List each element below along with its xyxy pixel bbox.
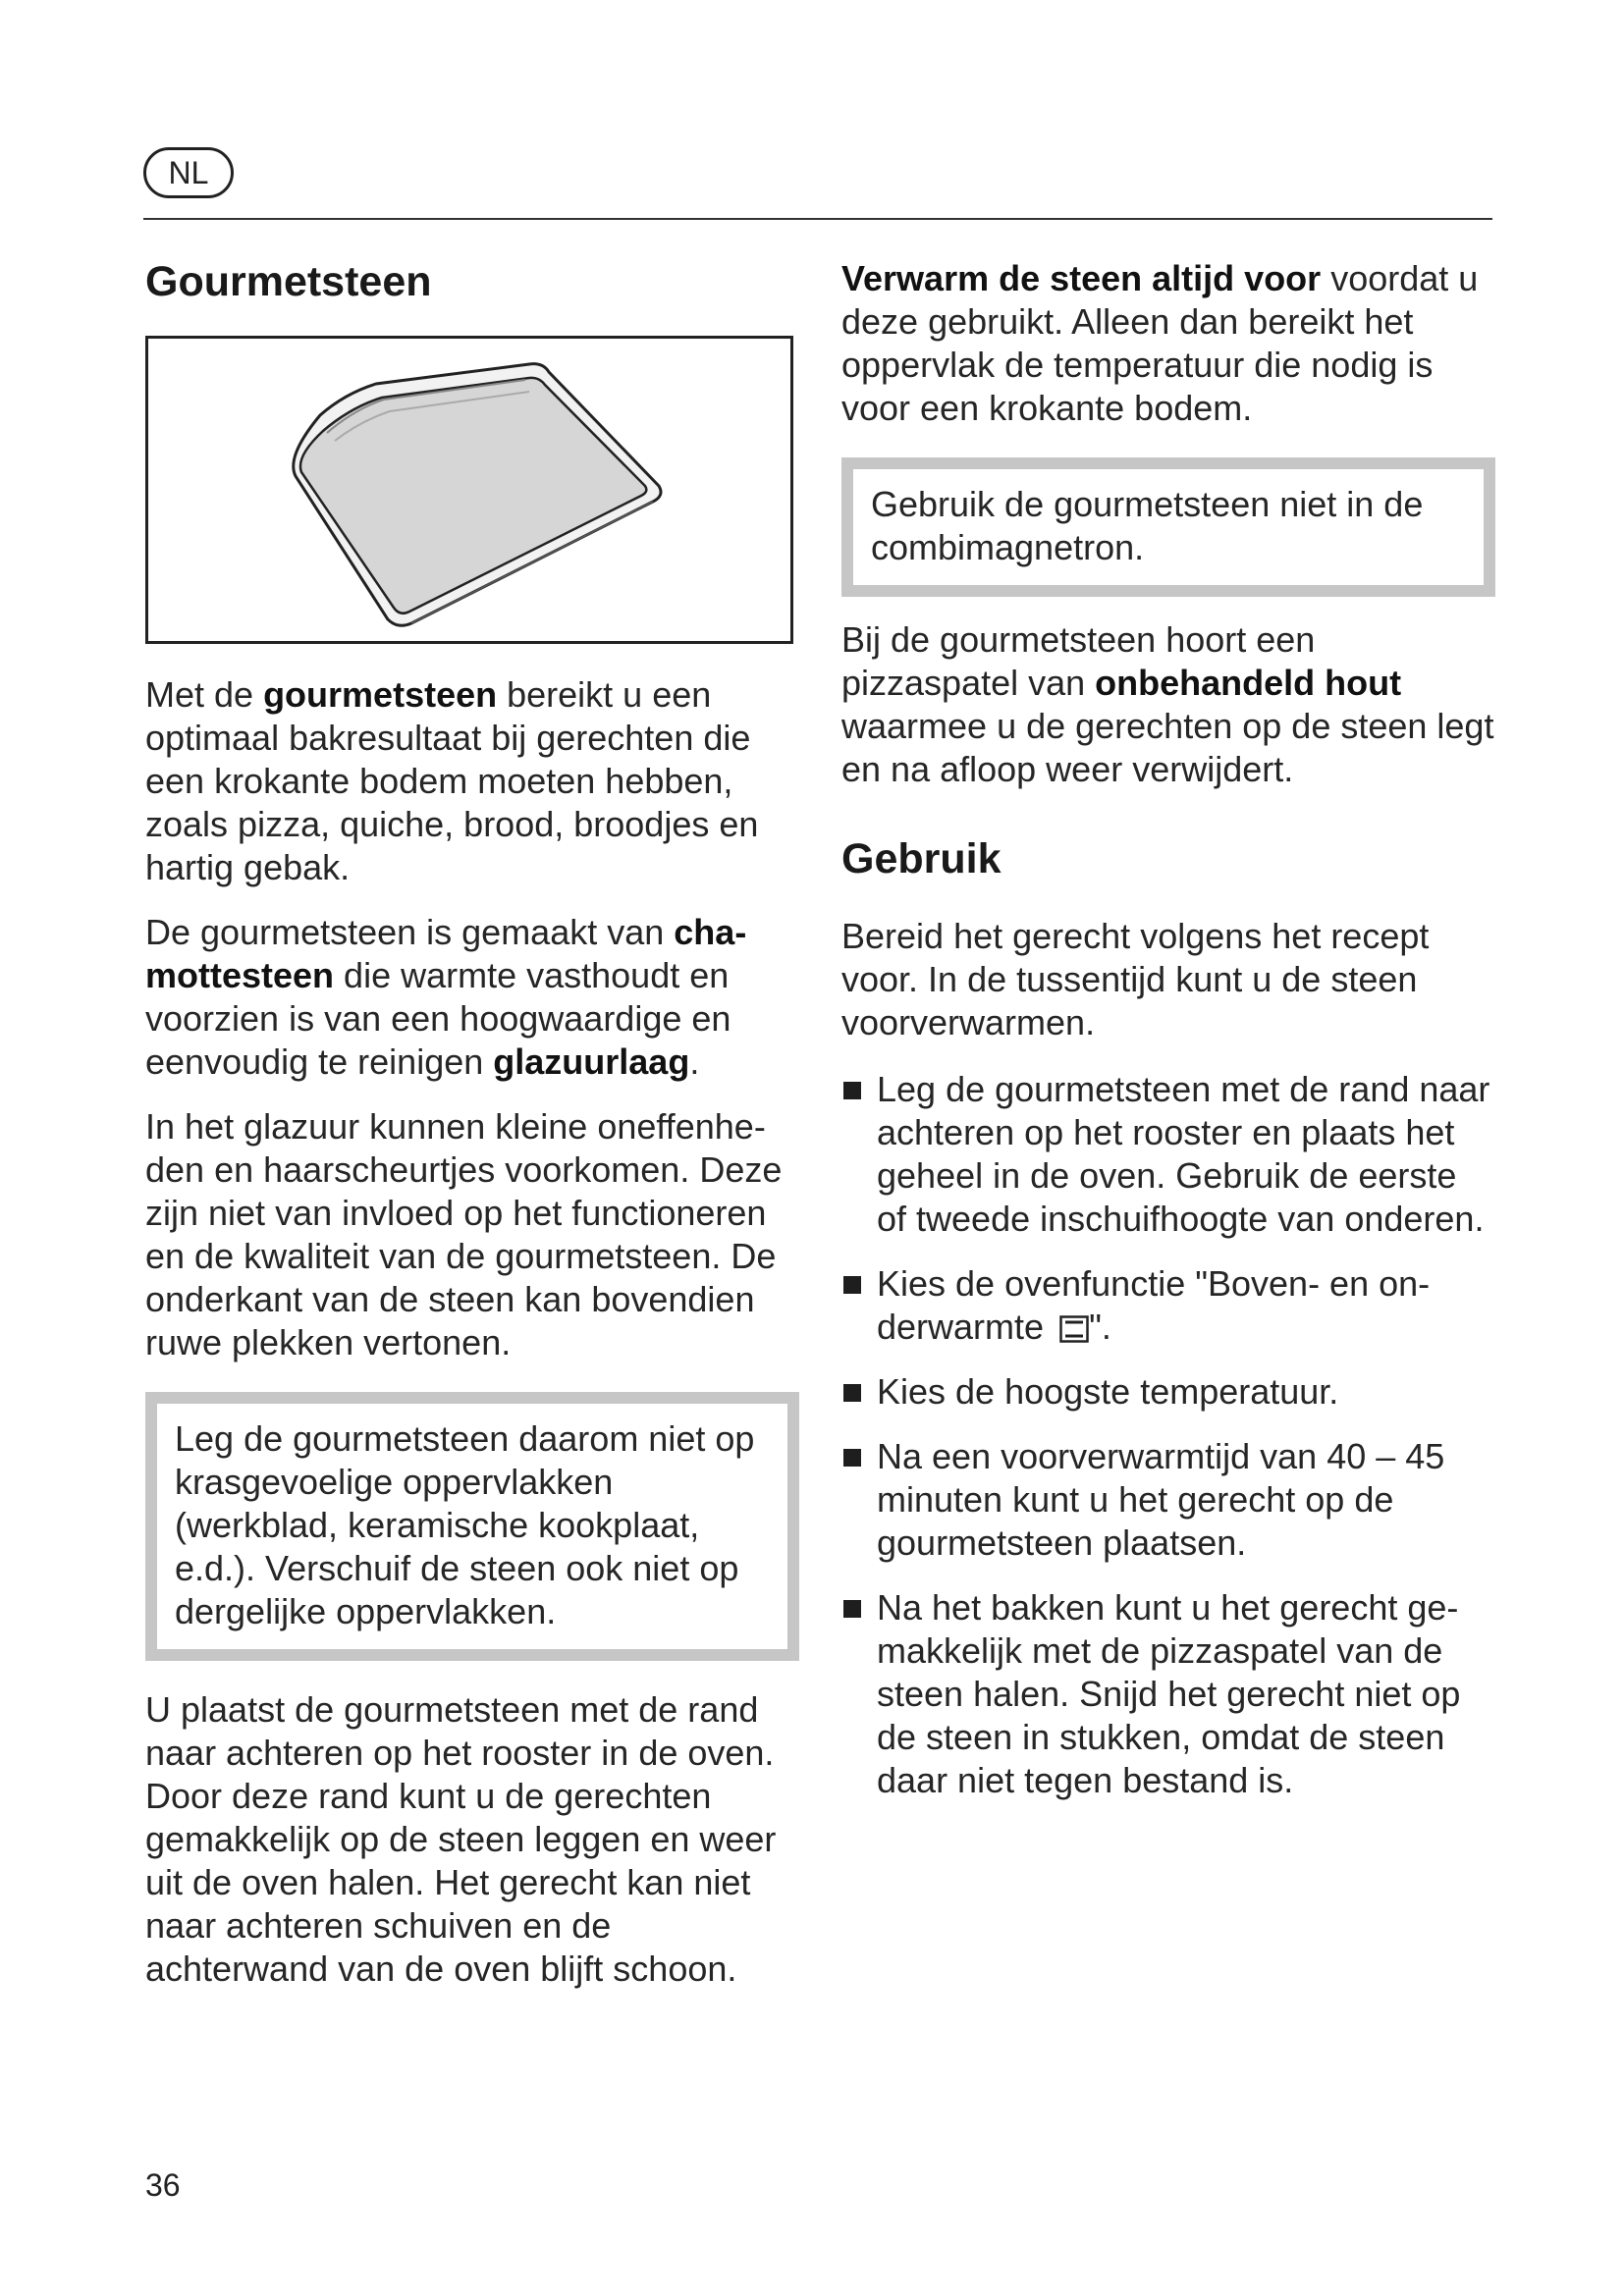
placement-paragraph: U plaatst de gourmetsteen met de rand naar achteren op het rooster in de oven. Door deze rand kunt u de gerechten gemakkelijk op de steen leggen en weer uit de oven halen. Het gerecht kan niet naar achteren schuiven en de achterwand van de oven blijft schoon. bbox=[145, 1688, 777, 1989]
language-badge bbox=[143, 147, 234, 198]
list-item: Na een voorverwarmtijd van 40 – 45 minuten kunt u het gerecht op de gourmetsteen plaatsen. bbox=[841, 1435, 1495, 1565]
language-code: NL bbox=[168, 154, 209, 190]
usage-intro-paragraph: Bereid het gerecht volgens het recept voor. In de tussentijd kunt u de steen voorverwarmen. bbox=[841, 915, 1430, 1042]
square-bullet-icon bbox=[843, 1600, 861, 1618]
warning-note-left bbox=[145, 1392, 799, 1661]
square-bullet-icon bbox=[843, 1276, 861, 1294]
list-item: Na het bakken kunt u het gerecht gemakkelijk met de pizzaspatel van de steen halen. Snijd het gerecht niet op de steen in stukken, omdat de steen daar niet tegen bestand is. bbox=[841, 1586, 1495, 1802]
material-paragraph: De gourmetsteen is gemaakt van chamottesteen die warmte vasthoudt en voorzien is van een hoogwaardige en eenvoudig te reinigen glazuurlaag. bbox=[145, 911, 747, 1082]
list-item: Leg de gourmetsteen met de rand naar achteren op het rooster en plaats het geheel in de oven. Gebruik de eerste of tweede inschuifhoogte van onderen. bbox=[841, 1068, 1495, 1241]
right-column bbox=[841, 257, 1495, 1802]
top-bottom-heat-icon bbox=[1059, 1315, 1089, 1343]
preheat-paragraph: Verwarm de steen altijd voor voordat u deze gebruikt. Alleen dan bereikt het oppervlak de temperatuur die nodig is voor een krokante bodem. bbox=[841, 258, 1479, 428]
usage-steps-list bbox=[841, 1068, 1495, 1802]
warning-note-text: Leg de gourmetsteen daarom niet op krasgevoelige oppervlakken (werkblad, keramische kookplaat, e.d.). Verschuif de steen ook niet op dergelijke oppervlakken. bbox=[175, 1417, 755, 1631]
list-item: Kies de ovenfunctie "Boven- en onderwarmte ". bbox=[841, 1262, 1495, 1349]
intro-paragraph: Met de gourmetsteen bereikt u een optimaal bakresultaat bij gerechten die een krokante bodem moeten hebben, zoals pizza, quiche, brood, broodjes en hartig gebak. bbox=[145, 673, 759, 887]
left-column bbox=[145, 257, 799, 1991]
warning-note-right bbox=[841, 457, 1495, 597]
header-rule bbox=[143, 218, 1492, 220]
square-bullet-icon bbox=[843, 1384, 861, 1402]
page-number: 36 bbox=[145, 2167, 181, 2203]
list-item: Kies de hoogste temperatuur. bbox=[841, 1370, 1495, 1414]
square-bullet-icon bbox=[843, 1449, 861, 1467]
microwave-warning-text: Gebruik de gourmetsteen niet in de combimagnetron. bbox=[871, 484, 1424, 567]
pizza-spatula-paragraph: Bij de gourmetsteen hoort een pizzaspatel van onbehandeld hout waarmee u de gerechten op de steen legt en na afloop weer verwijdert. bbox=[841, 619, 1494, 789]
baking-stone-illustration-icon bbox=[148, 339, 790, 641]
glaze-paragraph: In het glazuur kunnen kleine oneffenheden en haarscheurtjes voorkomen. Deze zijn niet van invloed op het functioneren en de kwaliteit van de gourmetsteen. De onderkant van de steen kan bovendien ruwe plekken vertonen. bbox=[145, 1105, 783, 1362]
baking-stone-figure bbox=[145, 336, 793, 644]
section-title-gebruik: Gebruik bbox=[841, 835, 1001, 882]
section-title-gourmetsteen: Gourmetsteen bbox=[145, 258, 432, 305]
square-bullet-icon bbox=[843, 1082, 861, 1099]
